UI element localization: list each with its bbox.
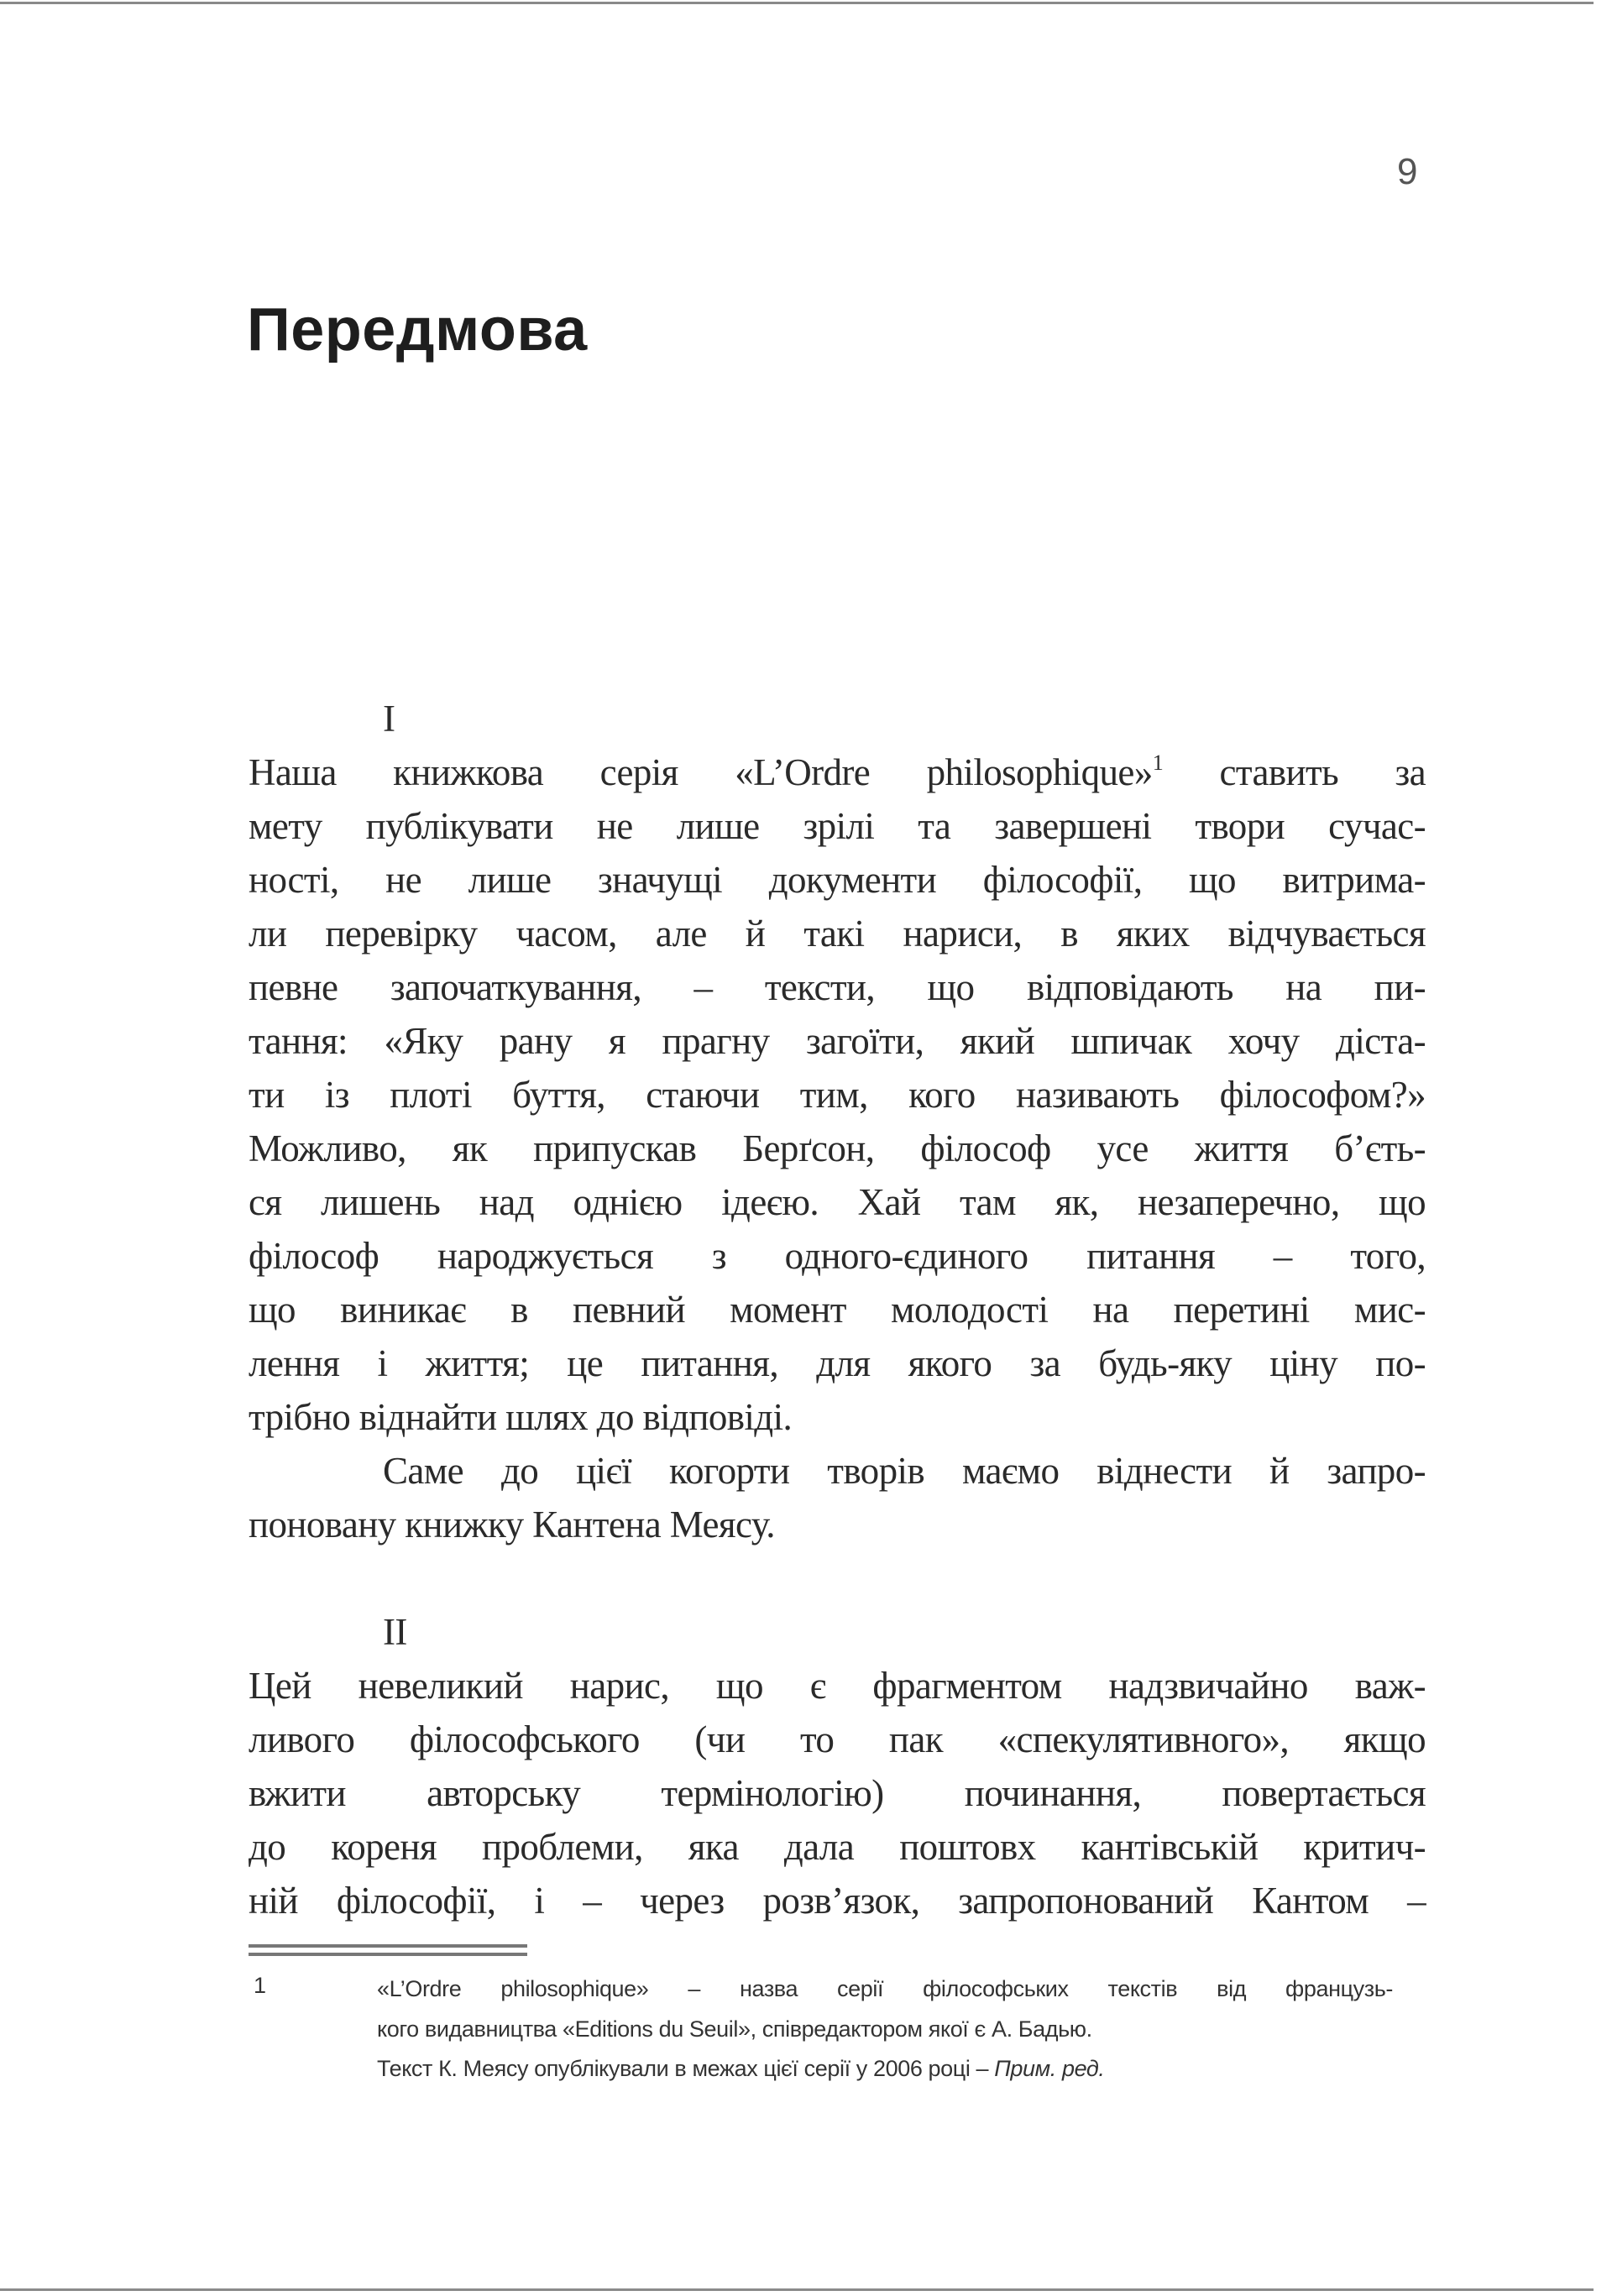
paragraph-line: що виникає в певний момент молодості на перетині мис- bbox=[249, 1289, 1426, 1331]
paragraph-line: лення і життя; це питання, для якого за будь-яку ціну по- bbox=[249, 1342, 1426, 1384]
paragraph-line: поновану книжку Кантена Меясу. bbox=[249, 1504, 775, 1545]
footnote-number: 1 bbox=[254, 1973, 267, 1998]
paragraph-line: вжити авторську термінологію) починання, повертається bbox=[249, 1772, 1426, 1814]
page-title: Передмова bbox=[247, 296, 588, 363]
top-rule bbox=[0, 2, 1594, 4]
section-1 bbox=[249, 692, 1426, 1551]
footnote-line: «L’Ordre philosophique» – назва серії філософських текстів від французь- bbox=[377, 1976, 1393, 2001]
footnote-ref[interactable]: 1 bbox=[1152, 751, 1164, 775]
footnote-separator bbox=[249, 1953, 527, 1956]
paragraph-line: ливого філософського (чи то пак «спекулятивного», якщо bbox=[249, 1718, 1426, 1760]
editor-note: Прим. ред. bbox=[994, 2056, 1105, 2081]
bottom-rule bbox=[0, 2288, 1594, 2291]
paragraph-line: Цей невеликий нарис, що є фрагментом надзвичайно важ- bbox=[249, 1665, 1426, 1707]
paragraph-line: Саме до цієї когорти творів маємо віднести й запро- bbox=[383, 1450, 1426, 1492]
section-numeral: II bbox=[383, 1611, 407, 1653]
paragraph-line: мету публікувати не лише зрілі та завершені твори сучас- bbox=[249, 805, 1426, 847]
section-numeral: I bbox=[383, 698, 395, 740]
paragraph-line: певне започаткування, – тексти, що відповідають на пи- bbox=[249, 966, 1426, 1008]
paragraph-line: Наша книжкова серія «L’Ordre philosophique»$^1$ ставить за bbox=[249, 751, 1426, 793]
paragraph-line: Можливо, як припускав Берґсон, філософ усе життя б’єть- bbox=[249, 1127, 1426, 1169]
paragraph-line: тання: «Яку рану я прагну загоїти, який шпичак хочу діста- bbox=[249, 1020, 1426, 1062]
paragraph-line: трібно віднайти шлях до відповіді. bbox=[249, 1396, 793, 1438]
footnote-text bbox=[377, 1969, 1393, 2089]
paragraph-line: філософ народжується з одного-єдиного питання – того, bbox=[249, 1235, 1426, 1277]
footnote-separator bbox=[249, 1944, 527, 1951]
paragraph-line: до кореня проблеми, яка дала поштовх кантівській критич- bbox=[249, 1826, 1426, 1868]
paragraph-line: ності, не лише значущі документи філософії, що витрима- bbox=[249, 859, 1426, 901]
paragraph-line: ній філософії, і – через розв’язок, запропонований Кантом – bbox=[249, 1880, 1426, 1922]
paragraph-line: ся лишень над однією ідеєю. Хай там як, незаперечно, що bbox=[249, 1181, 1426, 1223]
footnote-line: кого видавництва «Editions du Seuil», співредактором якої є А. Бадью. bbox=[377, 2016, 1092, 2042]
footnote-line: Текст К. Меясу опублікували в межах цієї серії у 2006 році – Прим. ред. bbox=[377, 2056, 1105, 2081]
section-2 bbox=[249, 1605, 1426, 1927]
paragraph-line: ли перевірку часом, але й такі нариси, в яких відчувається bbox=[249, 913, 1426, 954]
page-number: 9 bbox=[1397, 151, 1418, 192]
paragraph-line: ти із плоті буття, стаючи тим, кого називають філософом?» bbox=[249, 1074, 1426, 1116]
